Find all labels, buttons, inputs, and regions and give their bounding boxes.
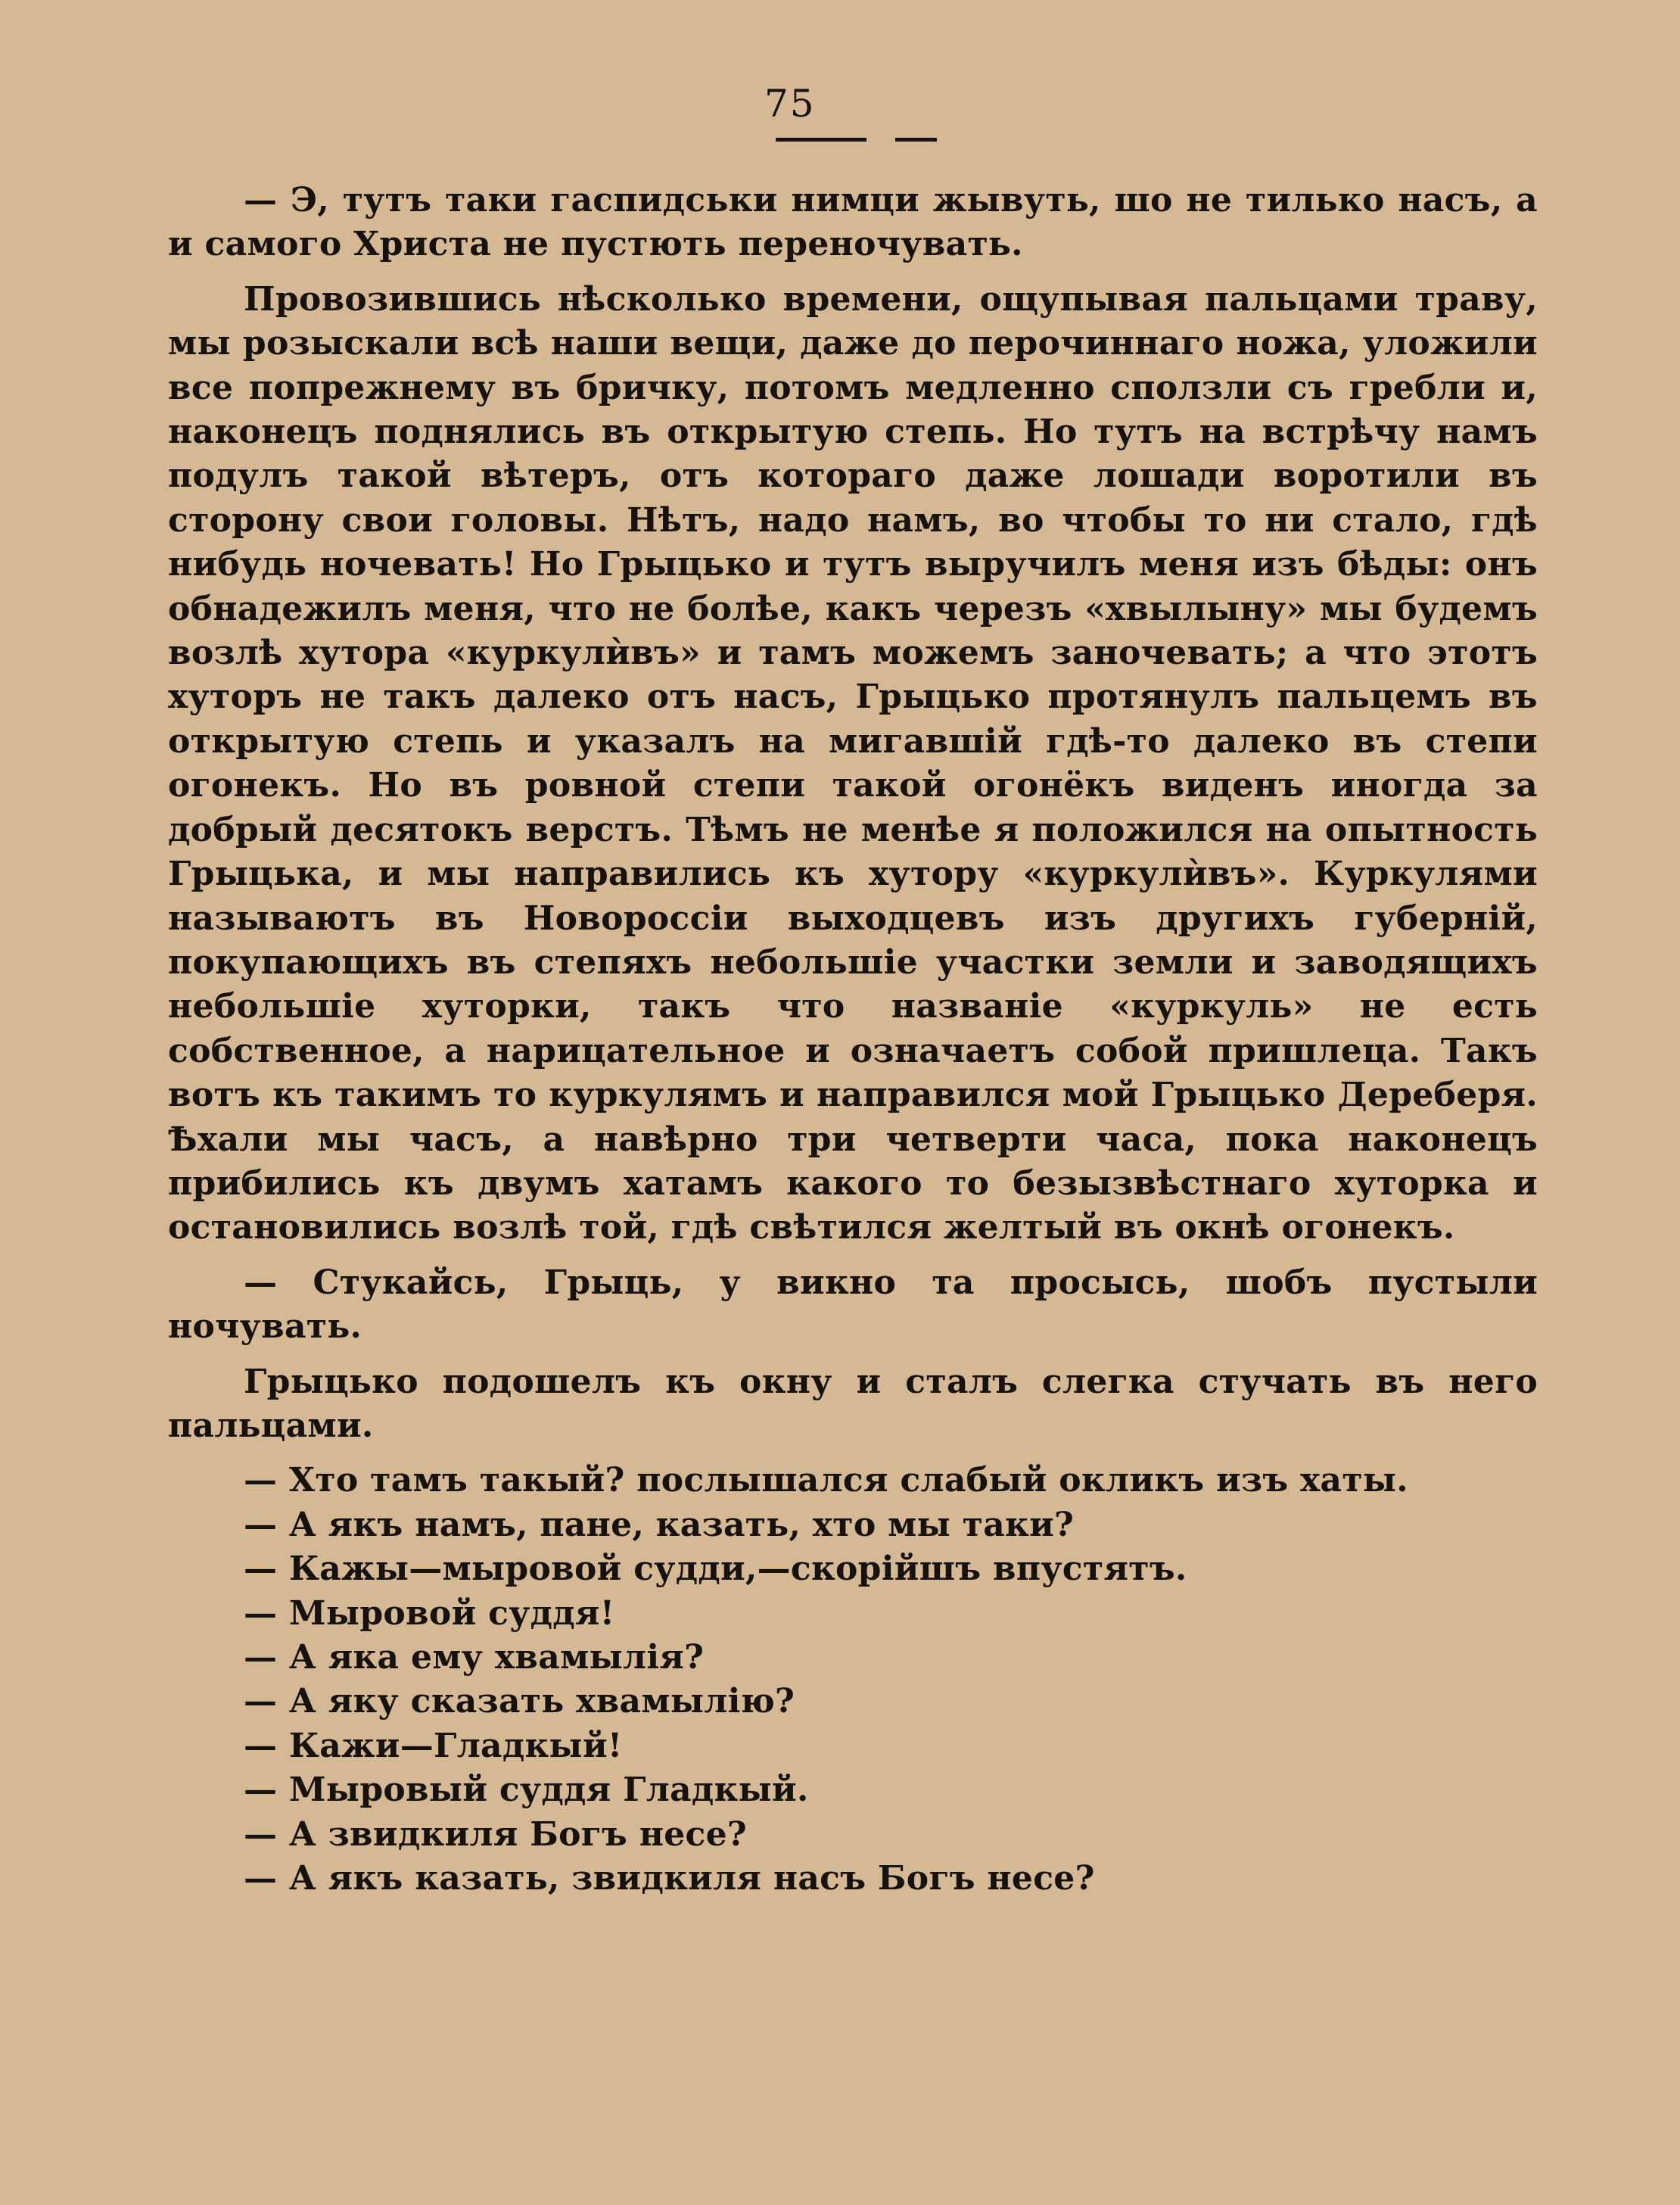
dialogue-line: — А звидкиля Богъ несе? (244, 1814, 747, 1854)
narrative-paragraph: Грыцько подошелъ къ окну и сталъ слегка стучать въ него пальцами. (168, 1362, 1538, 1445)
dialogue-line: — Мыровый суддя Гладкый. (244, 1771, 809, 1810)
dialogue-paragraph: — Э, тутъ таки гаспидськи нимци жывуть, шо не тилько насъ, а и самого Христа не пустють переночувать. (168, 181, 1538, 264)
dialogue-line: — А якъ казать, звидкиля насъ Богъ несе? (244, 1859, 1095, 1898)
page-body (168, 179, 1538, 1901)
dialogue-line: — А яку сказать хвамылію? (244, 1682, 795, 1721)
dialogue-line: — Мыровой суддя! (244, 1593, 615, 1633)
dialogue-paragraph: — Стукайсь, Грыць, у викно та просысь, шобъ пустыли ночувать. (168, 1263, 1538, 1347)
dialogue-line: — Кажы—мыровой судди,—скорійшъ впустятъ. (244, 1549, 1187, 1589)
dialogue-line: — Хто тамъ такый? послышался слабый окликъ изъ хаты. (244, 1461, 1408, 1500)
dialogue-line: — Кажи—Гладкый! (244, 1726, 623, 1765)
page-number: 75 (764, 82, 816, 126)
narrative-paragraph: Провозившись нѣсколько времени, ощупывая пальцами траву, мы розыскали всѣ наши вещи, даже до перочиннаго ножа, уложили все попрежнему въ бричку, потомъ медленно сползли съ гребли и, наконецъ поднялись въ открытую степь. Но тутъ на встрѣчу намъ подулъ такой вѣтеръ, отъ котораго даже лошади воротили въ сторону свои головы. Нѣтъ, надо намъ, во чтобы то ни стало, гдѣ нибудь ночевать! Но Грыцько и тутъ выручилъ меня изъ бѣды: онъ обнадежилъ меня, что не болѣе, какъ черезъ «хвылыну» мы будемъ возлѣ хутора «куркулѝвъ» и тамъ можемъ заночевать; а что этотъ хуторъ не такъ далеко отъ насъ, Грыцько протянулъ пальцемъ въ открытую степь и указалъ на мигавшій гдѣ-то далеко въ степи огонекъ. Но въ ровной степи такой огонёкъ виденъ иногда за добрый десятокъ верстъ. Тѣмъ не менѣе я положился на опытность Грыцька, и мы направились къ хутору «куркулѝвъ». Куркулями называютъ въ Новороссіи выходцевъ изъ другихъ губерній, покупающихъ въ степяхъ небольшіе участки земли и заводящихъ небольшіе хуторки, такъ что названіе «куркуль» не есть собственное, а нарицательное и означаетъ собой пришлеца. Такъ вотъ къ такимъ то куркулямъ и направился мой Грыцько Дереберя. Ѣхали мы часъ, а навѣрно три четверти часа, пока наконецъ прибились къ двумъ хатамъ какого то безызвѣстнаго хуторка и остановились возлѣ той, гдѣ свѣтился желтый въ окнѣ огонекъ. (168, 279, 1538, 1247)
page-number-rule-short (895, 138, 937, 142)
dialogue-list (168, 1459, 1538, 1901)
page-number-rule (776, 138, 866, 142)
dialogue-line: — А яка ему хвамылія? (244, 1638, 705, 1677)
dialogue-line: — А якъ намъ, пане, казать, хто мы таки? (244, 1505, 1075, 1544)
